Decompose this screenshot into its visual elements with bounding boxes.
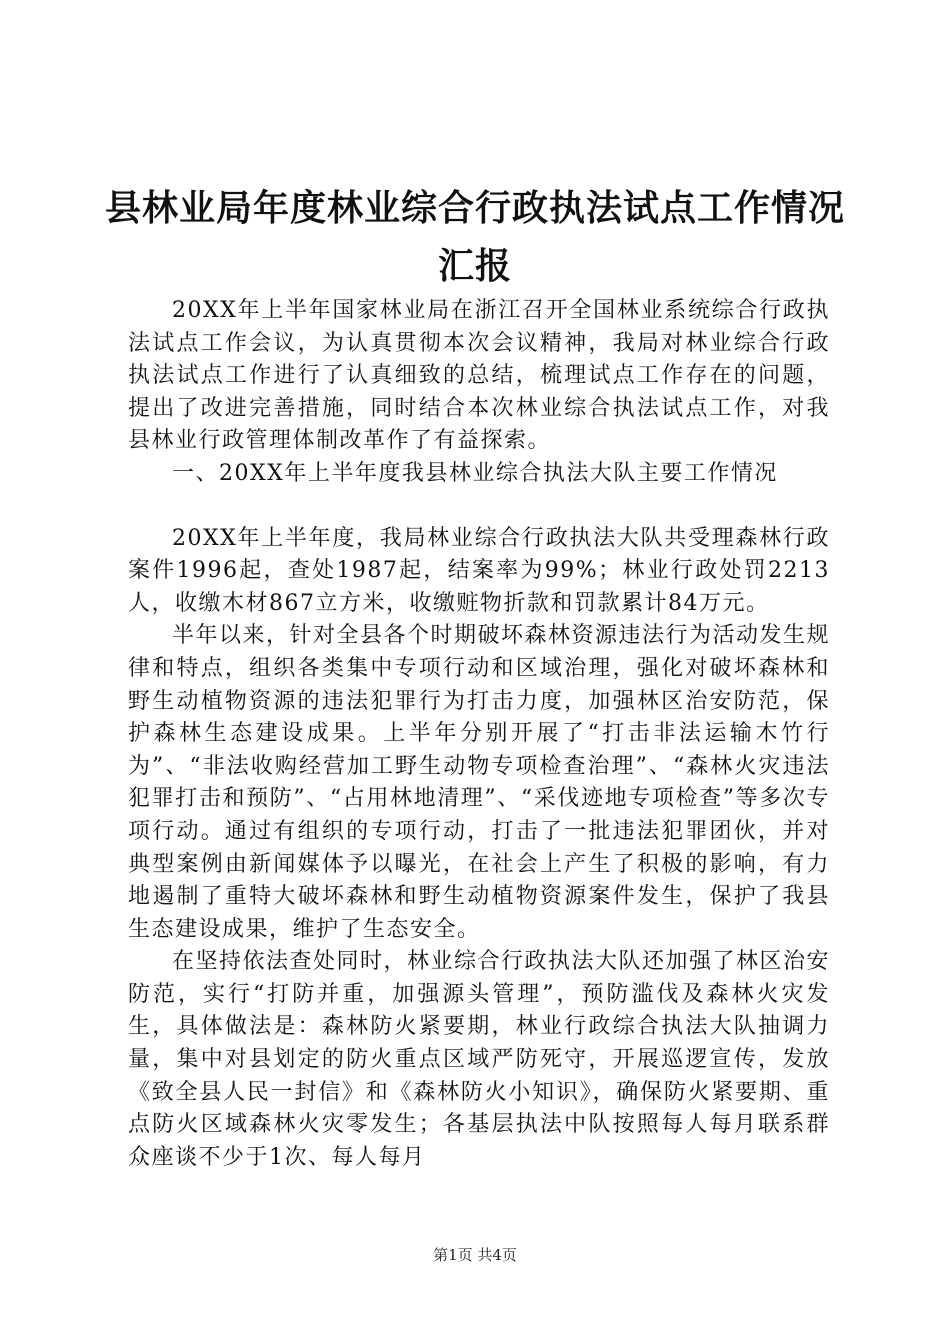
paragraph-special-actions: 半年以来，针对全县各个时期破坏森林资源违法行为活动发生规律和特点，组织各类集中专项行动和区域治理，强化对破坏森林和野生动植物资源的违法犯罪行为打击力度，加强林区治安防范，保护森林生态建设成果。上半年分别开展了“打击非法运输木竹行为”、“非法收购经营加工野生动物专项检查治理”、“森林火灾违法犯罪打击和预防”、“占用林地清理”、“采伐迹地专项检查”等多次专项行动。通过有组织的专项行动，打击了一批违法犯罪团伙，并对典型案例由新闻媒体予以曝光，在社会上产生了积极的影响，有力地遏制了重特大破坏森林和野生动植物资源案件发生，保护了我县生态建设成果，维护了生态安全。 (128, 623, 831, 942)
section-heading: 一、20XX年上半年度我县林业综合执法大队主要工作情况 (172, 460, 778, 486)
paragraph-statistics: 20XX年上半年度，我局林业综合行政执法大队共受理森林行政案件1996起，查处1987起，结案率为99%；林业行政处罚2213人，收缴木材867立方米，收缴赃物折款和罚款累计84万元。 (128, 525, 830, 616)
title-line-2: 汇报 (437, 246, 512, 287)
document-title (100, 180, 850, 296)
page-footer: 第1页 共4页 (433, 1246, 517, 1264)
paragraph-intro: 20XX年上半年国家林业局在浙江召开全国林业系统综合行政执法试点工作会议，为认真贯彻本次会议精神，我局对林业综合行政执法试点工作进行了认真细致的总结，梳理试点工作存在的问题，提出了改进完善措施，同时结合本次林业综合执法试点工作，对我县林业行政管理体制改革作了有益探索。 (128, 298, 830, 454)
paragraph-prevention: 在坚持依法查处同时，林业综合行政执法大队还加强了林区治安防范，实行“打防并重，加强源头管理”，预防滥伐及森林火灾发生，具体做法是：森林防火紧要期，林业行政综合执法大队抽调力量，集中对县划定的防火重点区域严防死守，开展巡逻宣传，发放《致全县人民一封信》和《森林防火小知识》，确保防火紧要期、重点防火区域森林火灾零发生；各基层执法中队按照每人每月联系群众座谈不少于1次、每人每月 (128, 949, 831, 1170)
document-body (128, 295, 830, 1174)
title-line-1: 县林业局年度林业综合行政执法试点工作情况 (104, 188, 845, 229)
